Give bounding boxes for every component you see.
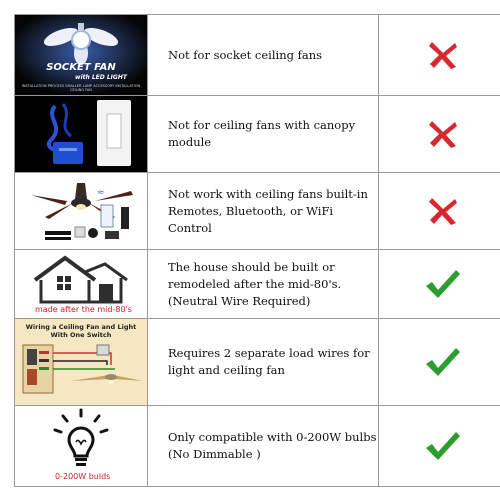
socket-fan-small-text: INSTALLATION PROCESS SMALLER LAMP ACCESSORY INSTALLATION CEILING FAN — [21, 84, 141, 92]
row-image-cell — [15, 173, 148, 250]
bulb-caption: 0-200W bulds — [55, 472, 111, 481]
wiring-diagram-icon — [15, 319, 147, 405]
socket-fan-image — [15, 15, 147, 95]
table-row — [15, 96, 500, 173]
row-text: Only compatible with 0-200W bulbs (No Dimmable ) — [148, 406, 379, 487]
table-row — [15, 406, 500, 487]
status-cell — [379, 406, 500, 487]
socket-fan-title: SOCKET FAN — [46, 62, 116, 73]
remote-fan-image — [15, 173, 147, 249]
row-image-cell — [15, 15, 148, 96]
status-cell — [379, 319, 500, 406]
bulb-image — [15, 406, 147, 486]
row-text: Not work with ceiling fans built-in Remotes, Bluetooth, or WiFi Control — [148, 173, 379, 250]
row-image-cell — [15, 250, 148, 319]
red-x-icon — [426, 194, 460, 228]
green-check-icon — [424, 346, 462, 378]
row-image-cell — [15, 406, 148, 487]
wiring-diagram-image — [15, 319, 147, 405]
table-row — [15, 15, 500, 96]
green-check-icon — [424, 268, 462, 300]
row-text: The house should be built or remodeled after the mid-80's. (Neutral Wire Required) — [148, 250, 379, 319]
red-x-icon — [426, 38, 460, 72]
socket-fan-subtitle: with LED LIGHT — [75, 74, 127, 81]
red-x-icon — [426, 117, 460, 151]
row-text: Not for ceiling fans with canopy module — [148, 96, 379, 173]
status-cell — [379, 250, 500, 319]
row-image-cell — [15, 319, 148, 406]
row-text: Not for socket ceiling fans — [148, 15, 379, 96]
row-image-cell — [15, 96, 148, 173]
compatibility-table — [14, 14, 500, 487]
canopy-module-icon — [15, 96, 147, 172]
green-check-icon — [424, 430, 462, 462]
status-cell — [379, 173, 500, 250]
house-image — [15, 250, 147, 318]
house-caption: made after the mid-80's — [35, 305, 132, 314]
socket-fan-icon — [15, 15, 147, 95]
canopy-module-image — [15, 96, 147, 172]
row-text: Requires 2 separate load wires for light and ceiling fan — [148, 319, 379, 406]
table-row — [15, 319, 500, 406]
table-row — [15, 250, 500, 319]
status-cell — [379, 15, 500, 96]
ceiling-fan-remote-icon — [15, 173, 147, 249]
svg-text:≈: ≈ — [97, 188, 105, 198]
wiring-diagram-title: Wiring a Ceiling Fan and Light With One Switch — [25, 323, 137, 339]
status-cell — [379, 96, 500, 173]
table-row — [15, 173, 500, 250]
